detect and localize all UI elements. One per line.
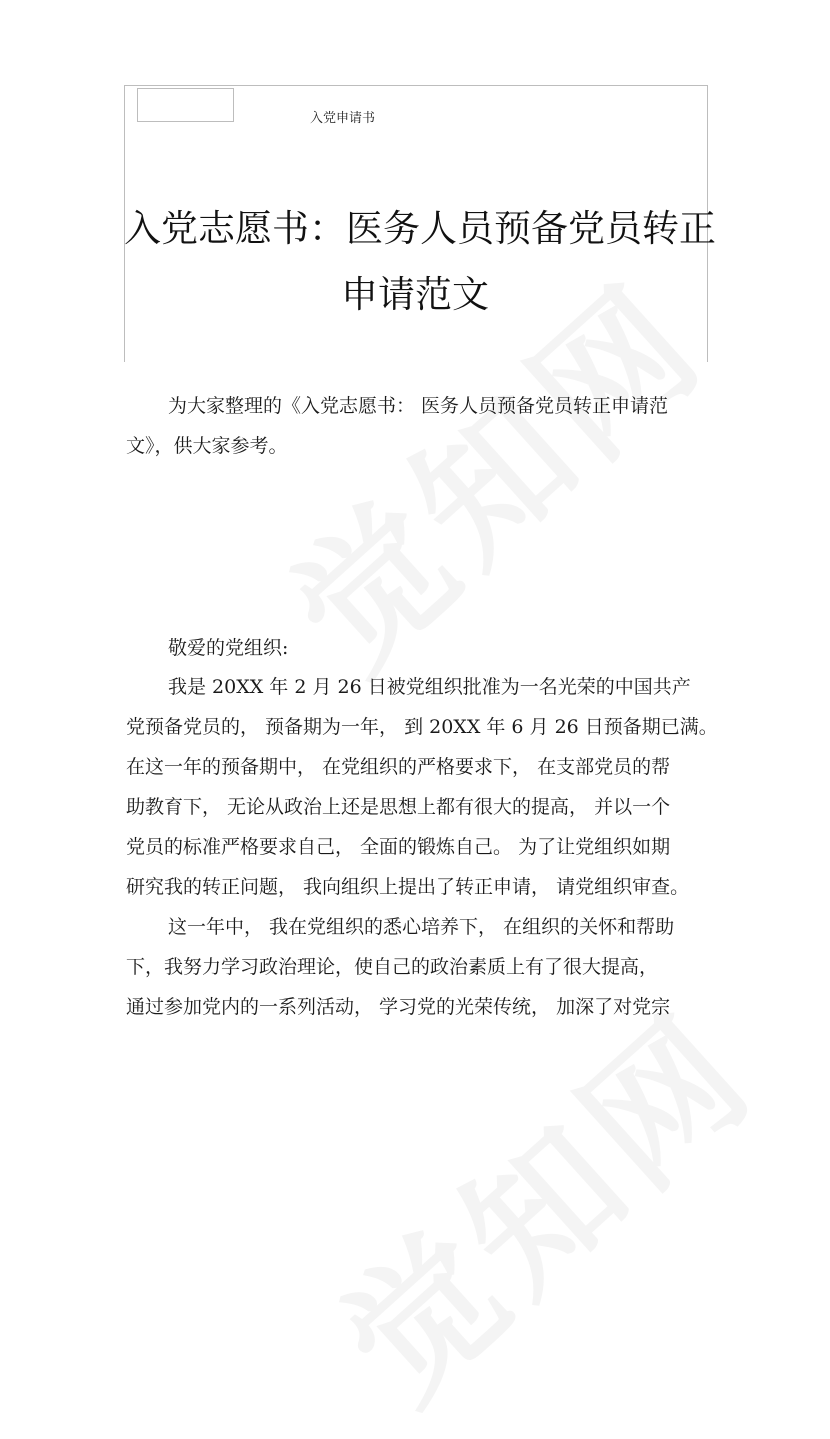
document-title bbox=[124, 196, 716, 328]
paragraph2-line-2: 下，我努力学习政治理论，使自己的政治素质上有了很大提高， bbox=[126, 956, 659, 978]
intro-paragraph bbox=[126, 386, 706, 466]
paragraph1-line-6: 研究我的转正问题， 我向组织上提出了转正申请， 请党组织审查。 bbox=[126, 876, 690, 898]
logo-placeholder bbox=[137, 88, 234, 122]
intro-line-1: 为大家整理的《入党志愿书： 医务人员预备党员转正申请范 bbox=[168, 395, 669, 417]
paragraph1-line-4: 助教育下， 无论从政治上还是思想上都有很大的提高， 并以一个 bbox=[126, 796, 671, 818]
paragraph1-line-2: 党预备党员的， 预备期为一年， 到 20XX 年 6 月 26 日预备期已满。 bbox=[126, 716, 718, 738]
running-head: 入党申请书 bbox=[310, 111, 376, 126]
title-line-1: 入党志愿书：医务人员预备党员转正 bbox=[124, 207, 716, 250]
title-line-2: 申请范文 bbox=[341, 273, 489, 316]
salutation-text: 敬爱的党组织: bbox=[168, 637, 289, 659]
salutation bbox=[126, 628, 706, 668]
paragraph1-line-3: 在这一年的预备期中， 在党组织的严格要求下， 在支部党员的帮 bbox=[126, 756, 671, 778]
intro-line-2: 文》，供大家参考。 bbox=[126, 435, 288, 457]
letter-body bbox=[126, 667, 718, 1027]
paragraph2-line-1: 这一年中， 我在党组织的悉心培养下， 在组织的关怀和帮助 bbox=[168, 916, 675, 938]
paragraph2-line-3: 通过参加党内的一系列活动， 学习党的光荣传统， 加深了对党宗 bbox=[126, 996, 671, 1018]
paragraph1-line-1: 我是 20XX 年 2 月 26 日被党组织批准为一名光荣的中国共产 bbox=[168, 676, 691, 698]
watermark-graphic-bottom bbox=[289, 957, 790, 1439]
paragraph1-line-5: 党员的标准严格要求自己， 全面的锻炼自己。 为了让党组织如期 bbox=[126, 836, 671, 858]
